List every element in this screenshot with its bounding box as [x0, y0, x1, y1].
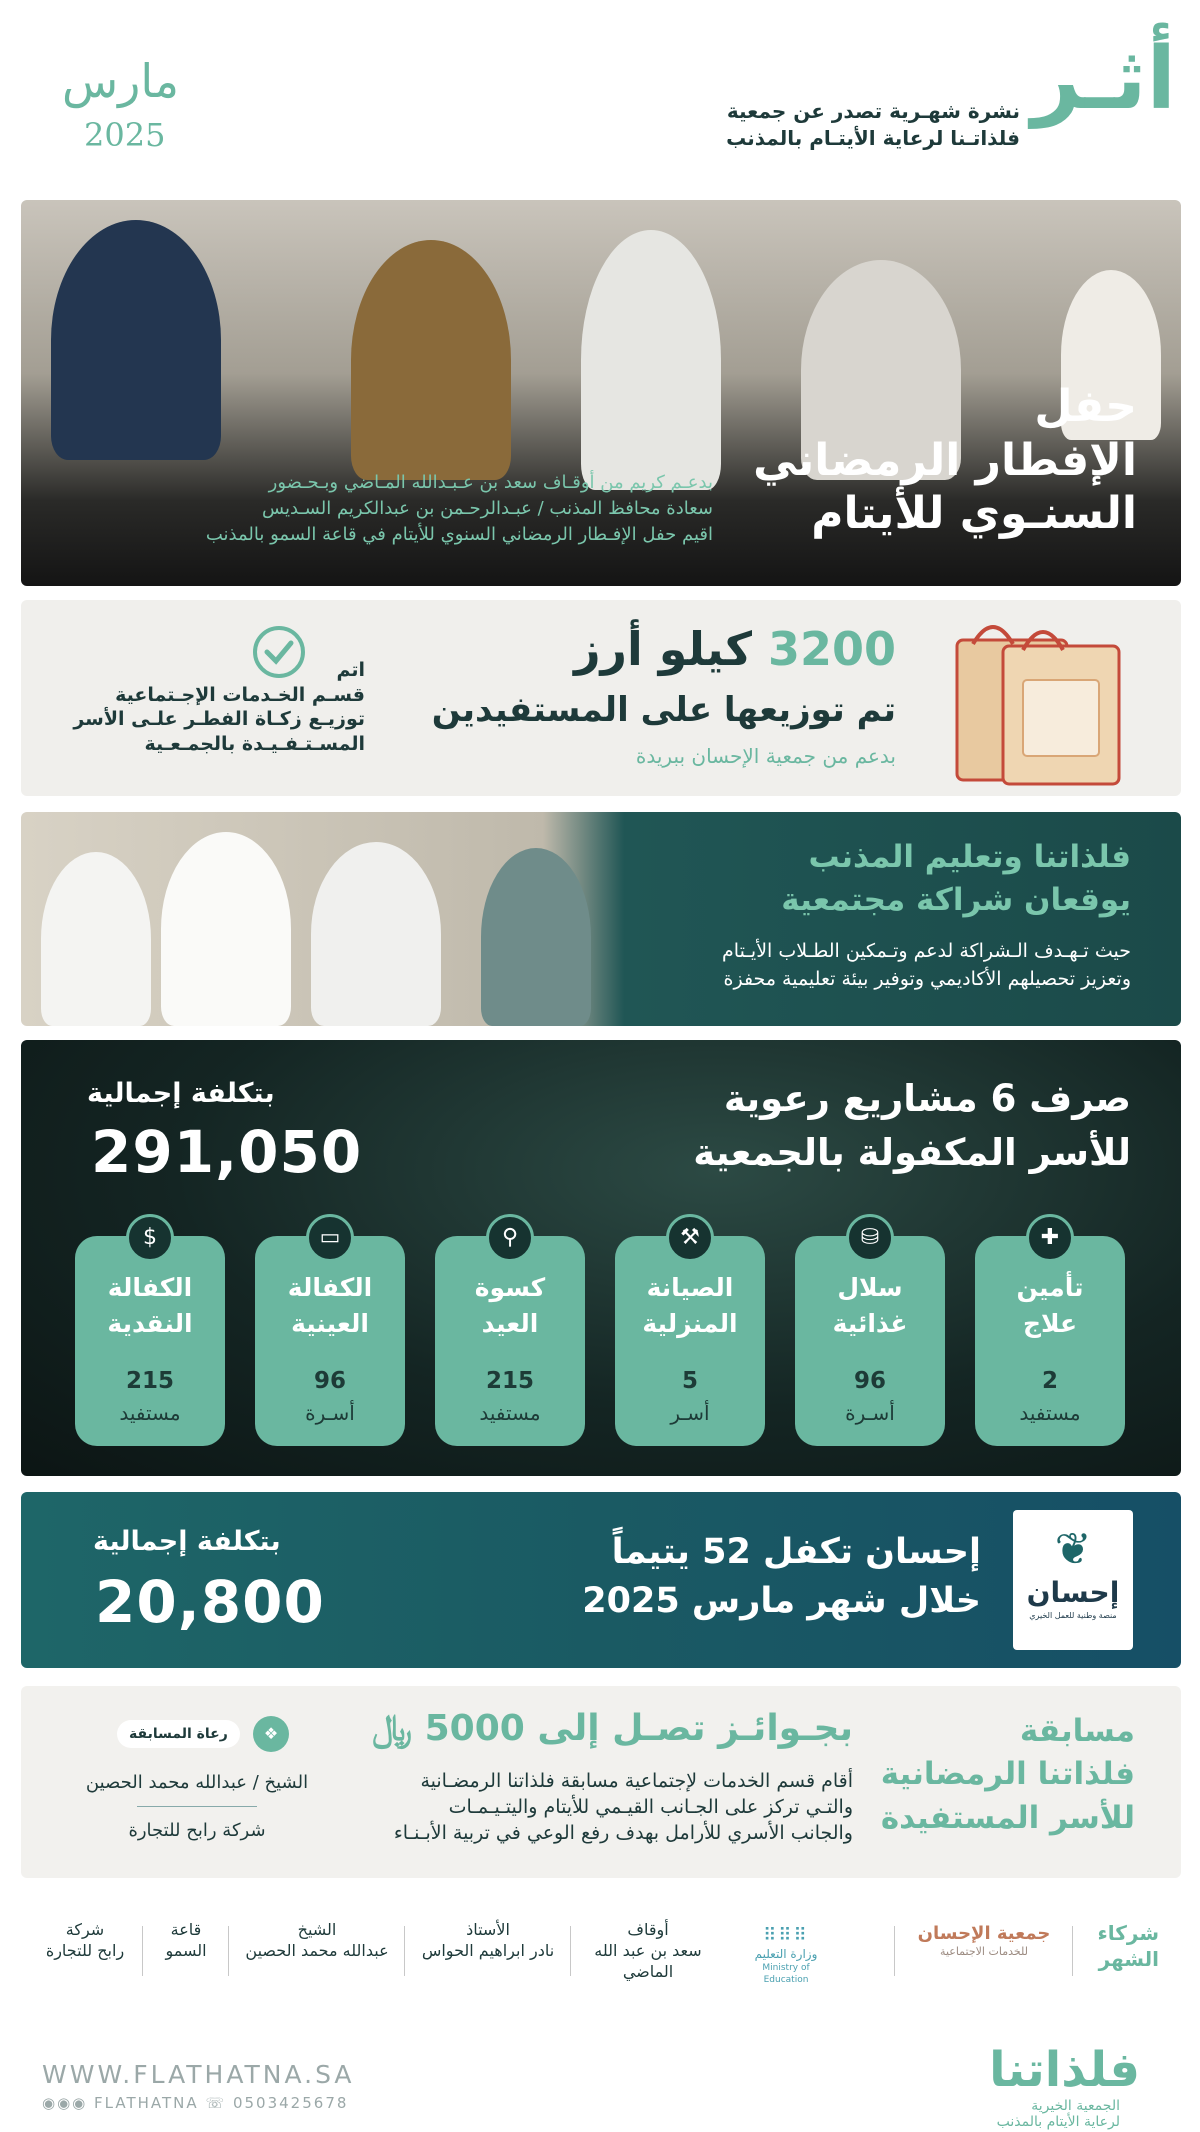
medical-icon: ✚	[1026, 1214, 1074, 1262]
partner-alhusain: الشيخ عبدالله محمد الحصين	[245, 1920, 389, 1960]
issue-month: مارس	[62, 54, 180, 108]
body-line: سعادة محافظ المذنب / عبـدالرحـمن بن عبدالكريم السـديس	[262, 498, 713, 520]
title-line: للأسر المستفيدة	[880, 1799, 1135, 1836]
title-line: فلذاتنا الرمضانية	[880, 1756, 1135, 1793]
project-name: الصيانة المنزلية	[642, 1273, 738, 1339]
partners-strip	[21, 1906, 1181, 2016]
body-line: والجانب الأسري للأرامل بهدف رفع الوعي في تربية الأبـنـاء	[393, 1822, 853, 1845]
projects-cost-value: 291,050	[91, 1118, 363, 1186]
title-line: السنـوي للأيتام	[811, 488, 1137, 540]
body-line: والتـي تركز على الجـانب القيـمي للأيتام واليتـيـمـات	[448, 1796, 853, 1819]
title-line: الإفطار الرمضاني	[753, 434, 1137, 486]
sponsor-icon: ❖	[253, 1716, 289, 1752]
project-unit: مستفيد	[479, 1401, 541, 1425]
newsletter-brand: أثـر	[1031, 29, 1176, 129]
divider	[570, 1926, 571, 1976]
partnership-body	[571, 938, 1131, 993]
clothing-icon: ⚲	[486, 1214, 534, 1262]
project-card	[615, 1225, 765, 1446]
divider	[228, 1926, 229, 1976]
footer-logo-subtitle: الجمعية الخيرية	[1031, 2098, 1120, 2114]
project-card	[255, 1225, 405, 1446]
zakat-line: المسـتـفـيـدة بالجمـعـية	[144, 733, 365, 756]
divider	[142, 1926, 143, 1976]
newsletter-description	[700, 98, 1020, 152]
rice-quantity-number: 3200	[767, 622, 896, 676]
ihsan-logo-name: إحسان	[1026, 1576, 1120, 1609]
title-line: للأسر المكفولة بالجمعية	[693, 1130, 1131, 1174]
partner-logo-subtitle: للخدمات الاجتماعية	[940, 1945, 1028, 1959]
partner-nader: الأستاذ نادر ابراهيم الحواس	[421, 1920, 555, 1960]
ihsan-cost-label: بتكلفة إجمالية	[93, 1526, 281, 1557]
title-line: فلذاتنا وتعليم المذنب	[808, 839, 1131, 875]
ihsan-logo	[1013, 1510, 1133, 1650]
rice-distribution: تم توزيعها على المستفيدين	[431, 690, 896, 730]
project-name: الكفالة النقدية	[107, 1273, 193, 1339]
project-unit: مستفيد	[1019, 1401, 1081, 1425]
footer-logo: فلذاتنا	[989, 2042, 1140, 2098]
moe-mark-icon: ⠿⠿⠿	[763, 1925, 809, 1946]
photo-figure	[51, 220, 221, 460]
zakat-line: اتم	[336, 659, 365, 681]
project-name: الكفالة العينية	[287, 1273, 373, 1339]
sponsors-tag: رعاة المسابقة	[117, 1720, 240, 1748]
partnership-section	[21, 812, 1181, 1026]
divider	[894, 1926, 895, 1976]
project-name: سلال غذائية	[832, 1273, 908, 1339]
tools-icon: ⚒	[666, 1214, 714, 1262]
zakat-note	[65, 658, 365, 757]
project-count: 2	[1041, 1368, 1058, 1394]
rice-supporter: بدعم من جمعية الإحسان ببريدة	[635, 744, 896, 768]
project-name: كسوة العيد	[474, 1273, 546, 1339]
project-card	[795, 1225, 945, 1446]
social-contact	[42, 2094, 348, 2112]
project-count: 215	[485, 1368, 534, 1394]
partner-logo-text: جمعية الإحسان	[917, 1923, 1051, 1944]
photo-figure	[351, 240, 511, 480]
rice-section	[21, 600, 1181, 796]
photo-figure	[311, 842, 441, 1026]
description-line: نشرة شهـرية تصدر عن جمعية	[726, 99, 1020, 123]
partner-hall: قاعة السمو	[165, 1920, 207, 1960]
photo-figure	[41, 852, 151, 1026]
ihsan-title	[461, 1528, 981, 1626]
footer-logo-subtitle: لرعاية الأيتام بالمذنب	[996, 2114, 1120, 2130]
project-unit: أسـر	[670, 1401, 710, 1425]
partner-logo-subtitle: Ministry of Education	[762, 1962, 810, 1985]
divider	[137, 1806, 257, 1807]
issue-year: 2025	[84, 116, 166, 154]
competition-body	[333, 1768, 853, 1847]
title-line: مسابقة	[1019, 1713, 1135, 1749]
partnership-title	[611, 836, 1131, 923]
basket-icon: ⛁	[846, 1214, 894, 1262]
divider	[404, 1926, 405, 1976]
body-line: وتعزيز تحصيلهم الأكاديمي وتوفير بيئة تعليمية محفزة	[723, 967, 1131, 990]
project-card	[975, 1225, 1125, 1446]
leaf-icon: ❦	[1054, 1524, 1092, 1575]
partners-label: شركاء الشهر	[1097, 1921, 1159, 1971]
iftar-body	[73, 470, 713, 548]
project-unit: أسـرة	[305, 1401, 355, 1425]
projects-cost-label: بتكلفة إجمالية	[87, 1078, 275, 1109]
sponsor-name: الشيخ / عبدالله محمد الحصين	[85, 1772, 309, 1793]
divider	[1072, 1926, 1073, 1976]
zakat-line: توزيـع زكـاة الفطـر علـى الأسر	[73, 708, 365, 731]
title-line: حفل	[1034, 381, 1137, 432]
projects-section	[21, 1040, 1181, 1476]
photo-figure	[481, 848, 591, 1026]
body-line: حيث تـهـدف الـشراكة لدعم وتـمكين الطـلاب الأيـتام	[722, 940, 1131, 962]
iftar-title	[717, 380, 1137, 541]
ihsan-cost-value: 20,800	[95, 1568, 325, 1636]
sponsor-name: شركة رابح للتجارة	[128, 1820, 266, 1841]
rice-quantity	[574, 622, 896, 676]
project-count: 96	[853, 1368, 886, 1394]
title-line: إحسان تكفل 52 يتيماً	[611, 1532, 981, 1572]
project-unit: مستفيد	[119, 1401, 181, 1425]
project-card	[75, 1225, 225, 1446]
partner-awqaf: أوقاف سعد بن عبد الله الماضي	[594, 1920, 702, 1981]
iftar-section	[21, 200, 1181, 586]
photo-figure	[161, 832, 291, 1026]
social-handle[interactable]: FLATHATNA	[94, 2094, 199, 2112]
title-line: صرف 6 مشاريع رعوية	[723, 1077, 1131, 1120]
cash-icon: $	[126, 1214, 174, 1262]
competition-title	[845, 1710, 1135, 1840]
title-line: يوقعان شراكة مجتمعية	[781, 882, 1131, 919]
project-count: 5	[681, 1368, 698, 1394]
project-card	[435, 1225, 585, 1446]
rice-bags-image	[953, 610, 1123, 786]
ihsan-logo-subtitle: منصة وطنية للعمل الخيري	[1029, 1611, 1117, 1620]
phone-icon: ☏	[205, 2094, 233, 2112]
body-line: بدعـم كريم من أوقـاف سعد بن عـبـدالله المـاضي وبـحـضور	[268, 472, 713, 493]
project-count: 215	[125, 1368, 174, 1394]
phone-number[interactable]: 0503425678	[232, 2094, 349, 2112]
photo-figure	[581, 230, 721, 490]
website-link[interactable]: WWW.FLATHATNA.SA	[42, 2060, 355, 2089]
partner-logo-text: وزارة التعليم	[754, 1947, 818, 1962]
zakat-line: قسـم الخـدمات الإجـتماعية	[115, 683, 365, 706]
competition-prize: بجـوائـز تصـل إلى 5000 ﷼	[372, 1708, 853, 1749]
ihsan-association-logo	[909, 1922, 1059, 1960]
partner-rabeh: شركة رابح للتجارة	[45, 1920, 125, 1960]
body-line: اقيم حفل الإفـطار الرمضاني السنوي للأيتام في قاعة السمو بالمذنب	[205, 524, 713, 546]
projects-title	[611, 1072, 1131, 1179]
ihsan-section	[21, 1492, 1181, 1668]
title-line: خلال شهر مارس 2025	[582, 1581, 981, 1621]
project-count: 96	[313, 1368, 346, 1394]
project-unit: أسـرة	[845, 1401, 895, 1425]
ministry-education-logo	[741, 1924, 831, 1986]
card-icon: ▭	[306, 1214, 354, 1262]
competition-section	[21, 1686, 1181, 1878]
description-line: فلذاتـنا لرعاية الأيتـام بالمذنب	[726, 126, 1020, 150]
body-line: أقام قسم الخدمات لإجتماعية مسابقة فلذاتنا الرمضـانية	[420, 1770, 853, 1792]
social-icons: ◉◉◉	[42, 2094, 95, 2112]
project-name: تأمين علاج	[1016, 1273, 1084, 1339]
rice-quantity-unit: كيلو أرز	[574, 622, 752, 676]
